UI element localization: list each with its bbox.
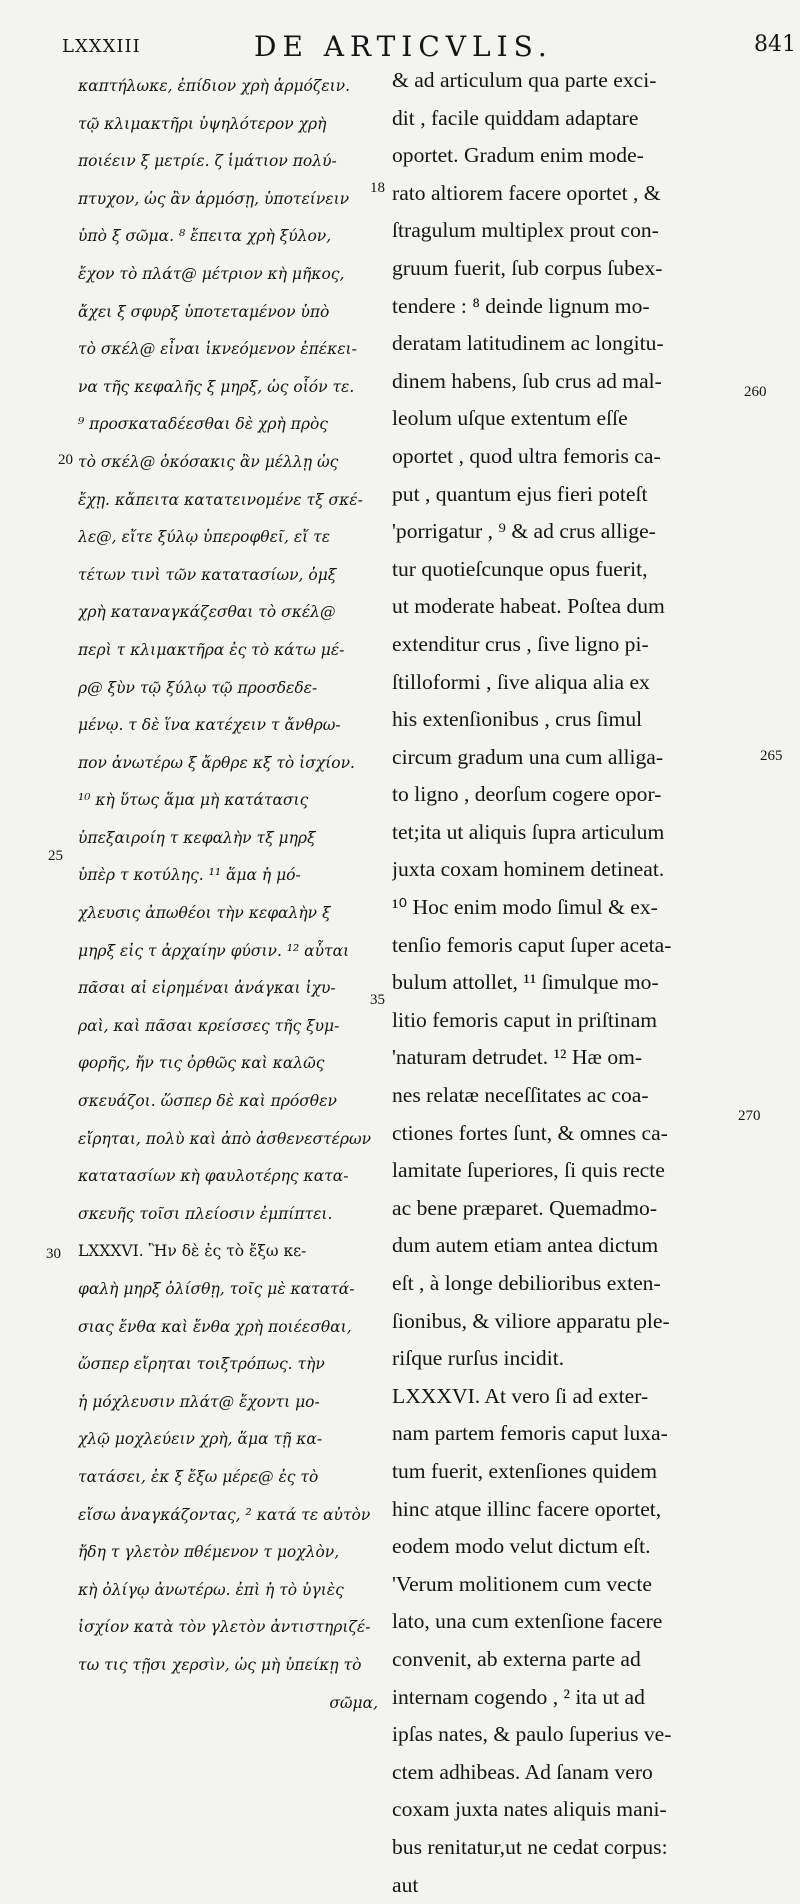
- text-line: ρ@ ξὺν τῷ ξύλῳ τῷ προσδεδε-: [78, 670, 378, 708]
- text-line: τὸ σκέλ@ εἶναι ἱκνεόμενον ἐπέκει-: [78, 331, 378, 369]
- text-line: σκευῆς τοῖσι πλείοσιν ἐμπίπτει.: [78, 1196, 378, 1234]
- text-line: ¹⁰ κὴ ὕτως ἅμα μὴ κατάτασις: [78, 782, 378, 820]
- text-line: πον ἀνωτέρω ξ ἄρθρε κξ τὸ ἰσχίον.: [78, 745, 378, 783]
- text-line: lamitate ſuperiores, ſi quis recte: [392, 1152, 742, 1190]
- text-line: eodem modo velut dictum eſt.: [392, 1528, 742, 1566]
- running-title: DE ARTICVLIS.: [254, 30, 553, 63]
- text-line: 'porrigatur , ⁹ & ad crus allige-: [392, 513, 742, 551]
- page-number: 841: [754, 32, 796, 57]
- text-line: leolum uſque extentum eſſe: [392, 400, 742, 438]
- text-line: ſtilloformi , ſive aliqua alia ex: [392, 664, 742, 702]
- text-line: ac bene præparet. Quemadmo-: [392, 1190, 742, 1228]
- text-line: rato altiorem facere oportet , &: [392, 175, 742, 213]
- text-line: ὑπὲρ τ κοτύλης. ¹¹ ἅμα ἡ μό-: [78, 857, 378, 895]
- text-line: dum autem etiam antea dictum: [392, 1227, 742, 1265]
- text-line: juxta coxam hominem detineat.: [392, 851, 742, 889]
- latin-text-column: [392, 62, 742, 1904]
- greek-text-column: [78, 68, 378, 1722]
- margin-line-number: 20: [58, 452, 73, 469]
- text-line: extenditur crus , ſive ligno pi-: [392, 626, 742, 664]
- text-line: hinc atque illinc facere oportet,: [392, 1491, 742, 1529]
- text-line: τῷ κλιμακτῆρι ὑψηλότερον χρὴ: [78, 106, 378, 144]
- text-line: tur quotieſcunque opus fuerit,: [392, 551, 742, 589]
- text-line: τατάσει, ἐκ ξ ἔξω μέρε@ ἐς τὸ: [78, 1459, 378, 1497]
- text-line: να τῆς κεφαλῆς ξ μηρξ, ὡς οἷόν τε.: [78, 369, 378, 407]
- text-line: χρὴ καταναγκάζεσθαι τὸ σκέλ@: [78, 594, 378, 632]
- text-line: nam partem femoris caput luxa-: [392, 1415, 742, 1453]
- text-line: ἡ μόχλευσιν πλάτ@ ἔχοντι μο-: [78, 1384, 378, 1422]
- text-line: put , quantum ejus fieri poteſt: [392, 476, 742, 514]
- text-line: χλευσις ἀπωθέοι τὴν κεφαλὴν ξ: [78, 895, 378, 933]
- margin-line-number: 35: [370, 992, 385, 1009]
- text-line: σῶμα,: [78, 1685, 378, 1723]
- text-line: aut: [392, 1867, 742, 1904]
- text-line: λε@, εἴτε ξύλῳ ὑπεροφθεῖ, εἴ τε: [78, 519, 378, 557]
- text-line: tenſio femoris caput ſuper aceta-: [392, 927, 742, 965]
- margin-line-number: 18: [370, 180, 385, 197]
- text-line: oportet , quod ultra femoris ca-: [392, 438, 742, 476]
- chapter-number: LXXXIII: [62, 36, 141, 57]
- text-line: σκευάζοι. ὥσπερ δὲ καὶ πρόσθεν: [78, 1083, 378, 1121]
- text-line: τὸ σκέλ@ ὁκόσακις ἂν μέλλῃ ὡς: [78, 444, 378, 482]
- text-line: dit , facile quiddam adaptare: [392, 100, 742, 138]
- text-line: φαλὴ μηρξ ὀλίσθῃ, τοῖς μὲ κατατά-: [78, 1271, 378, 1309]
- text-line: μένῳ. τ δὲ ἵνα κατέχειν τ ἄνθρω-: [78, 707, 378, 745]
- text-line: κατατασίων κὴ φαυλοτέρης κατα-: [78, 1158, 378, 1196]
- text-line: ὑπεξαιροίη τ κεφαλὴν τξ μηρξ: [78, 820, 378, 858]
- text-line: ut moderate habeat. Poſtea dum: [392, 588, 742, 626]
- text-line: to ligno , deorſum cogere opor-: [392, 776, 742, 814]
- text-line: κὴ ὀλίγῳ ἀνωτέρω. ἐπὶ ἡ τὸ ὑγιὲς: [78, 1572, 378, 1610]
- text-line: riſque rurſus incidit.: [392, 1340, 742, 1378]
- text-line: χλῷ μοχλεύειν χρὴ, ἅμα τῇ κα-: [78, 1421, 378, 1459]
- text-line: LXXXVI. At vero ſi ad exter-: [392, 1378, 742, 1416]
- text-line: τω τις τῇσι χερσὶν, ὡς μὴ ὑπείκῃ τὸ: [78, 1647, 378, 1685]
- text-line: σιας ἔνθα καὶ ἔνθα χρὴ ποιέεσθαι,: [78, 1309, 378, 1347]
- text-line: περὶ τ κλιμακτῆρα ἐς τὸ κάτω μέ-: [78, 632, 378, 670]
- text-line: 'Verum molitionem cum vecte: [392, 1566, 742, 1604]
- text-line: ctem adhibeas. Ad ſanam vero: [392, 1754, 742, 1792]
- text-line: circum gradum una cum alliga-: [392, 739, 742, 777]
- text-line: ſionibus, & viliore apparatu ple-: [392, 1303, 742, 1341]
- text-line: 'naturam detrudet. ¹² Hæ om-: [392, 1039, 742, 1077]
- margin-line-number: 270: [738, 1108, 761, 1125]
- text-line: & ad articulum qua parte exci-: [392, 62, 742, 100]
- text-line: litio femoris caput in priſtinam: [392, 1002, 742, 1040]
- text-line: ⁹ προσκαταδέεσθαι δὲ χρὴ πρὸς: [78, 406, 378, 444]
- text-line: ἤδη τ γλετὸν πθέμενον τ μοχλὸν,: [78, 1534, 378, 1572]
- text-line: ſtragulum multiplex prout con-: [392, 212, 742, 250]
- text-line: oportet. Gradum enim mode-: [392, 137, 742, 175]
- text-line: τέτων τινὶ τῶν κατατασίων, ὁμξ: [78, 557, 378, 595]
- text-line: dinem habens, ſub crus ad mal-: [392, 363, 742, 401]
- text-line: bus renitatur,ut ne cedat corpus:: [392, 1829, 742, 1867]
- margin-line-number: 25: [48, 848, 63, 865]
- text-line: ραὶ, καὶ πᾶσαι κρείσσες τῆς ξυμ-: [78, 1008, 378, 1046]
- text-line: ἔχῃ. κἄπειτα κατατεινομένε τξ σκέ-: [78, 482, 378, 520]
- text-line: LXXXVI. Ἢν δὲ ἐς τὸ ἔξω κε-: [78, 1233, 378, 1271]
- text-line: πτυχον, ὡς ἂν ἁρμόσῃ, ὑποτείνειν: [78, 181, 378, 219]
- text-line: φορῆς, ἤν τις ὀρθῶς καὶ καλῶς: [78, 1045, 378, 1083]
- text-line: lato, una cum extenſione facere: [392, 1603, 742, 1641]
- margin-line-number: 30: [46, 1246, 61, 1263]
- text-line: ὑπὸ ξ σῶμα. ⁸ ἔπειτα χρὴ ξύλον,: [78, 218, 378, 256]
- margin-line-number: 265: [760, 748, 783, 765]
- text-line: his extenſionibus , crus ſimul: [392, 701, 742, 739]
- text-line: internam cogendo , ² ita ut ad: [392, 1679, 742, 1717]
- text-line: πᾶσαι αἱ εἰρημέναι ἀνάγκαι ἰχυ-: [78, 970, 378, 1008]
- text-line: ἰσχίον κατὰ τὸν γλετὸν ἀντιστηριζέ-: [78, 1609, 378, 1647]
- text-line: convenit, ab externa parte ad: [392, 1641, 742, 1679]
- text-line: ὥσπερ εἴρηται τοιξτρόπως. τὴν: [78, 1346, 378, 1384]
- text-line: gruum fuerit, ſub corpus ſubex-: [392, 250, 742, 288]
- text-line: nes relatæ neceſſitates ac coa-: [392, 1077, 742, 1115]
- text-line: ctiones fortes ſunt, & omnes ca-: [392, 1115, 742, 1153]
- text-line: εἴρηται, πολὺ καὶ ἀπὸ ἀσθενεστέρων: [78, 1121, 378, 1159]
- text-line: deratam latitudinem ac longitu-: [392, 325, 742, 363]
- text-line: coxam juxta nates aliquis mani-: [392, 1791, 742, 1829]
- text-line: ¹⁰ Hoc enim modo ſimul & ex-: [392, 889, 742, 927]
- text-line: εἴσω ἀναγκάζοντας, ² κατά τε αὐτὸν: [78, 1497, 378, 1535]
- margin-line-number: 260: [744, 384, 767, 401]
- text-line: ipſas nates, & paulo ſuperius ve-: [392, 1716, 742, 1754]
- text-line: tum fuerit, extenſiones quidem: [392, 1453, 742, 1491]
- text-line: ἄχει ξ σφυρξ ὑποτεταμένον ὑπὸ: [78, 294, 378, 332]
- text-line: καπτήλωκε, ἐπίδιον χρὴ ἁρμόζειν.: [78, 68, 378, 106]
- text-line: ἔχον τὸ πλάτ@ μέτριον κὴ μῆκος,: [78, 256, 378, 294]
- text-line: tendere : ⁸ deinde lignum mo-: [392, 288, 742, 326]
- text-line: bulum attollet, ¹¹ ſimulque mo-: [392, 964, 742, 1002]
- text-line: ποιέειν ξ μετρίε. ζ ἱμάτιον πολύ-: [78, 143, 378, 181]
- text-line: tet;ita ut aliquis ſupra articulum: [392, 814, 742, 852]
- text-line: eſt , à longe debilioribus exten-: [392, 1265, 742, 1303]
- text-line: μηρξ εἰς τ ἀρχαίην φύσιν. ¹² αὗται: [78, 933, 378, 971]
